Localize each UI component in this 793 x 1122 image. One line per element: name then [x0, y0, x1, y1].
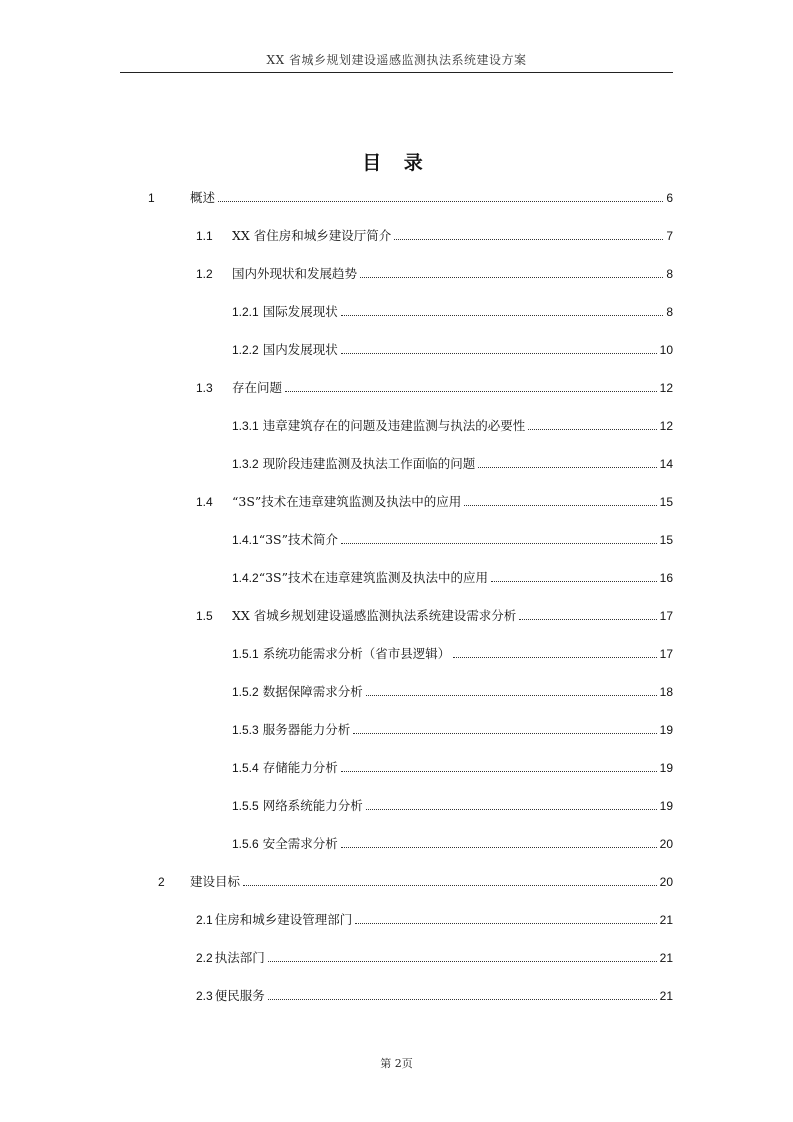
- toc-entry-number: 1.4.1: [232, 533, 259, 547]
- toc-entry-text: XX 省住房和城乡建设厅简介: [232, 228, 392, 243]
- toc-entry-text: “3S”技术在违章建筑监测及执法中的应用: [232, 494, 462, 509]
- toc-entry-page: 21: [659, 989, 673, 1003]
- toc-entry-2[interactable]: [158, 870, 673, 890]
- toc-entry-1-4[interactable]: [196, 490, 673, 510]
- toc-leader-dots: [268, 961, 657, 962]
- toc-entry-text: “3S”技术简介: [258, 532, 339, 547]
- toc-entry-text: 概述: [190, 190, 216, 205]
- toc-entry-number: 1.3.2: [232, 457, 259, 471]
- toc-title: 目 录: [362, 152, 431, 174]
- toc-entry-text: 国内外现状和发展趋势: [232, 266, 358, 281]
- toc-entry-number: 1.5: [196, 609, 213, 623]
- toc-entry-page: 21: [659, 913, 673, 927]
- toc-entry-page: 15: [659, 533, 673, 547]
- toc-entry-1-1[interactable]: [196, 224, 673, 244]
- toc-entry-text: 建设目标: [190, 874, 241, 889]
- toc-entry-1-4-1[interactable]: [232, 528, 673, 548]
- toc-entry-1-2-2[interactable]: [232, 338, 673, 358]
- toc-entry-1-2-1[interactable]: [232, 300, 673, 320]
- toc-entry-1-2[interactable]: [196, 262, 673, 282]
- toc-leader-dots: [366, 695, 657, 696]
- toc-entry-text: 国际发展现状: [262, 304, 338, 319]
- toc-entry-1-5-4[interactable]: [232, 756, 673, 776]
- toc-leader-dots: [268, 999, 657, 1000]
- toc-entry-number: 1.2.1: [232, 305, 259, 319]
- toc-entry-text: 安全需求分析: [262, 836, 338, 851]
- toc-entry-1-5[interactable]: [196, 604, 673, 624]
- toc-entry-page: 15: [659, 495, 673, 509]
- toc-leader-dots: [353, 733, 656, 734]
- toc-entry-page: 18: [659, 685, 673, 699]
- toc-entry-text: 存在问题: [232, 380, 283, 395]
- toc-entry-page: 12: [659, 419, 673, 433]
- toc-entry-text: 存储能力分析: [262, 760, 338, 775]
- toc-entry-number: 1.5.2: [232, 685, 259, 699]
- toc-leader-dots: [453, 657, 656, 658]
- toc-leader-dots: [366, 809, 657, 810]
- toc-entry-page: 20: [659, 837, 673, 851]
- toc-entry-page: 7: [666, 229, 673, 243]
- toc-leader-dots: [341, 543, 657, 544]
- toc-entry-page: 19: [659, 723, 673, 737]
- toc-entry-page: 16: [659, 571, 673, 585]
- toc-entry-number: 1.3.1: [232, 419, 259, 433]
- page-number: 第 2页: [380, 1057, 413, 1070]
- toc-entry-text: “3S”技术在违章建筑监测及执法中的应用: [258, 570, 489, 585]
- toc-entry-1-3-2[interactable]: [232, 452, 673, 472]
- toc-entry-1-5-6[interactable]: [232, 832, 673, 852]
- toc-entry-2-3[interactable]: [196, 984, 673, 1004]
- toc-leader-dots: [341, 353, 657, 354]
- toc-leader-dots: [341, 847, 657, 848]
- toc-entry-1-5-2[interactable]: [232, 680, 673, 700]
- toc-entry-1-5-3[interactable]: [232, 718, 673, 738]
- toc-entry-number: 2.2: [196, 951, 213, 965]
- toc-entry-page: 21: [659, 951, 673, 965]
- toc-entry-page: 19: [659, 799, 673, 813]
- toc-entry-number: 1.5.3: [232, 723, 259, 737]
- toc-entry-number: 1.2.2: [232, 343, 259, 357]
- page-footer: [0, 1055, 793, 1071]
- toc-leader-dots: [491, 581, 657, 582]
- toc-entry-number: 1.5.1: [232, 647, 259, 661]
- toc-leader-dots: [243, 885, 657, 886]
- toc-entry-number: 1.3: [196, 381, 213, 395]
- toc-entry-number: 1.2: [196, 267, 213, 281]
- toc-entry-2-2[interactable]: [196, 946, 673, 966]
- toc-entry-number: 1.1: [196, 229, 213, 243]
- toc-leader-dots: [519, 619, 656, 620]
- toc-entry-text: XX 省城乡规划建设遥感监测执法系统建设需求分析: [232, 608, 517, 623]
- toc-entry-number: 2.1: [196, 913, 213, 927]
- toc-entry-text: 数据保障需求分析: [262, 684, 363, 699]
- toc-entry-1-5-1[interactable]: [232, 642, 673, 662]
- toc-leader-dots: [341, 315, 664, 316]
- toc-leader-dots: [478, 467, 656, 468]
- toc-entry-number: 1.4.2: [232, 571, 259, 585]
- toc-entry-number: 1.5.4: [232, 761, 259, 775]
- toc-entry-page: 17: [659, 647, 673, 661]
- toc-entry-1-3-1[interactable]: [232, 414, 673, 434]
- toc-leader-dots: [355, 923, 656, 924]
- toc-entry-text: 现阶段违建监测及执法工作面临的问题: [262, 456, 476, 471]
- toc-leader-dots: [360, 277, 663, 278]
- toc-entry-number: 2: [158, 875, 165, 889]
- toc-entry-1[interactable]: [148, 186, 673, 206]
- toc-entry-1-4-2[interactable]: [232, 566, 673, 586]
- toc-entry-page: 8: [666, 305, 673, 319]
- toc-entry-1-3[interactable]: [196, 376, 673, 396]
- toc-entry-text: 执法部门: [214, 950, 265, 965]
- toc-entry-number: 2.3: [196, 989, 213, 1003]
- toc-entry-page: 17: [659, 609, 673, 623]
- toc-entry-number: 1.5.6: [232, 837, 259, 851]
- toc-entry-page: 20: [659, 875, 673, 889]
- toc-entry-text: 便民服务: [214, 988, 265, 1003]
- toc-leader-dots: [285, 391, 657, 392]
- toc-entry-page: 6: [666, 191, 673, 205]
- toc-entry-page: 10: [659, 343, 673, 357]
- toc-leader-dots: [394, 239, 663, 240]
- toc-entry-number: 1.4: [196, 495, 213, 509]
- toc-entry-number: 1.5.5: [232, 799, 259, 813]
- toc-entry-1-5-5[interactable]: [232, 794, 673, 814]
- toc-entry-text: 国内发展现状: [262, 342, 338, 357]
- toc-entry-page: 8: [666, 267, 673, 281]
- toc-entry-page: 14: [659, 457, 673, 471]
- toc-entry-page: 12: [659, 381, 673, 395]
- toc-entry-text: 违章建筑存在的问题及违建监测与执法的必要性: [262, 418, 526, 433]
- toc-entry-text: 住房和城乡建设管理部门: [214, 912, 353, 927]
- toc-entry-text: 服务器能力分析: [262, 722, 351, 737]
- toc-leader-dots: [528, 429, 656, 430]
- toc-leader-dots: [464, 505, 656, 506]
- document-title: XX 省城乡规划建设遥感监测执法系统建设方案: [266, 53, 527, 67]
- toc-entry-page: 19: [659, 761, 673, 775]
- toc-entry-text: 网络系统能力分析: [262, 798, 363, 813]
- toc-leader-dots: [218, 201, 663, 202]
- toc-entry-2-1[interactable]: [196, 908, 673, 928]
- toc-entry-text: 系统功能需求分析（省市县逻辑）: [262, 646, 451, 661]
- toc-entry-number: 1: [148, 191, 155, 205]
- toc-leader-dots: [341, 771, 657, 772]
